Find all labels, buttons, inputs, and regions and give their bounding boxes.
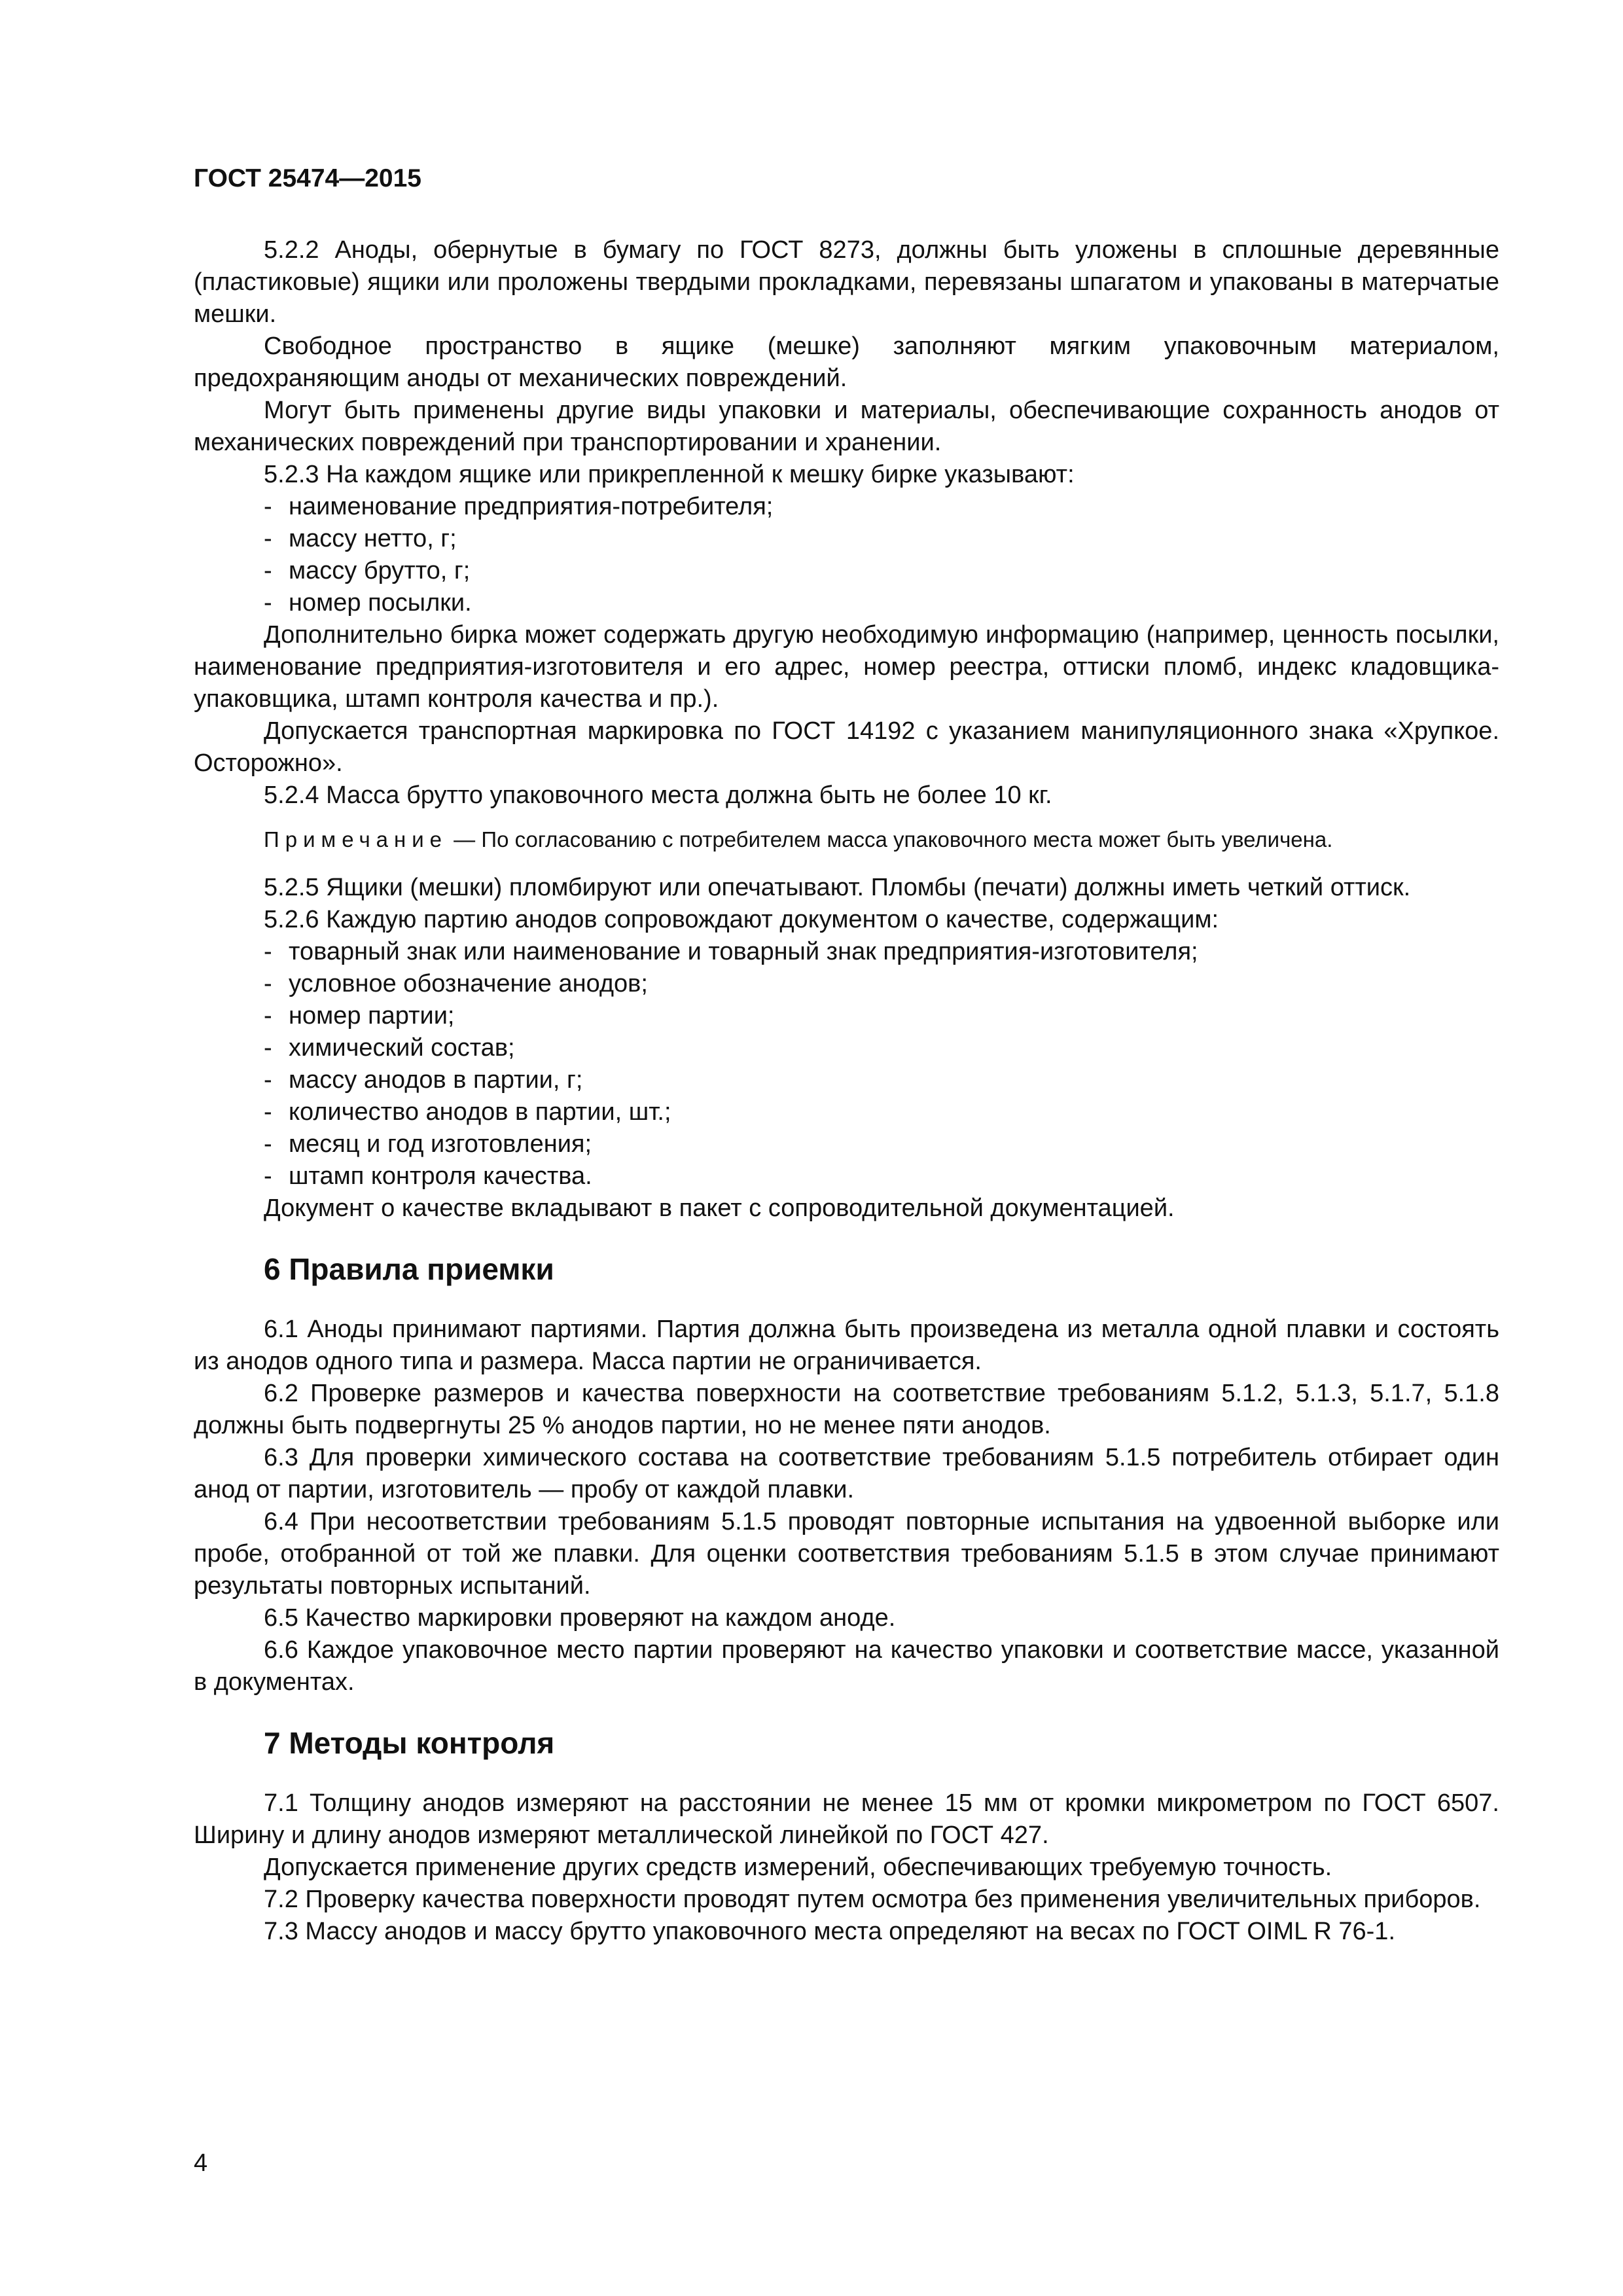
- list-item: - массу брутто, г;: [194, 555, 1499, 587]
- list-dash: -: [264, 1162, 272, 1190]
- clause-5-2-3: 5.2.3 На каждом ящике или прикрепленной к мешку бирке указывают:: [264, 461, 1075, 488]
- note-label: Примечание: [264, 827, 448, 852]
- clause-5-2-2-paragraph-3: Могут быть применены другие виды упаковки и материалы, обеспечивающие сохранность анодов от механических повреждений при транспортировании и хранении.: [194, 397, 1499, 456]
- clause-7-1: 7.1 Толщину анодов измеряют на расстоянии не менее 15 мм от кромки микрометром по ГОСТ 6507. Ширину и длину анодов измеряют металлической линейкой по ГОСТ 427.: [194, 1789, 1499, 1849]
- list-dash: -: [264, 1034, 272, 1062]
- document-id-header: ГОСТ 25474—2015: [194, 164, 421, 192]
- clause-5-2-4: 5.2.4 Масса брутто упаковочного места должна быть не более 10 кг.: [264, 781, 1052, 809]
- list-dash: -: [264, 589, 272, 617]
- document-page: [194, 164, 1499, 2127]
- list-item: - массу анодов в партии, г;: [194, 1064, 1499, 1096]
- list-item: - номер посылки.: [194, 587, 1499, 619]
- clause-6-2: 6.2 Проверке размеров и качества поверхности на соответствие требованиям 5.1.2, 5.1.3, 5.1.7, 5.1.8 должны быть подвергнуты 25 % анодов партии, но не менее пяти анодов.: [194, 1380, 1499, 1439]
- clause-7-2: 7.2 Проверку качества поверхности проводят путем осмотра без применения увеличительных приборов.: [264, 1886, 1481, 1913]
- list-dash: -: [264, 938, 272, 965]
- list-item: - массу нетто, г;: [194, 523, 1499, 555]
- list-item: - химический состав;: [194, 1032, 1499, 1064]
- list-item: - штамп контроля качества.: [194, 1160, 1499, 1193]
- list-dash: -: [264, 525, 272, 552]
- list-dash: -: [264, 1098, 272, 1126]
- clause-7-3: 7.3 Массу анодов и массу брутто упаковочного места определяют на весах по ГОСТ OIML R 76-1.: [264, 1918, 1395, 1945]
- list-dash: -: [264, 557, 272, 584]
- clause-5-2-5: 5.2.5 Ящики (мешки) пломбируют или опечатывают. Пломбы (печати) должны иметь четкий оттиск.: [264, 874, 1411, 901]
- clause-5-2-6: 5.2.6 Каждую партию анодов сопровождают документом о качестве, содержащим:: [264, 906, 1219, 933]
- clause-5-2-3-paragraph-2: Дополнительно бирка может содержать другую необходимую информацию (например, ценность посылки, наименование предприятия-изготовителя и его адрес, номер реестра, оттиски пломб, индекс кладовщика-упаковщика, штамп контроля качества и пр.).: [194, 621, 1499, 713]
- section-7-title: 7 Методы контроля: [264, 1726, 555, 1760]
- clause-7-1-paragraph-2: Допускается применение других средств измерений, обеспечивающих требуемую точность.: [264, 1854, 1332, 1881]
- list-item: - количество анодов в партии, шт.;: [194, 1096, 1499, 1128]
- list-dash: -: [264, 970, 272, 997]
- page-number: 4: [194, 2149, 208, 2177]
- list-dash: -: [264, 1002, 272, 1030]
- list-item: - товарный знак или наименование и товарный знак предприятия-изготовителя;: [194, 936, 1499, 968]
- clause-6-1: 6.1 Аноды принимают партиями. Партия должна быть произведена из металла одной плавки и состоять из анодов одного типа и размера. Масса партии не ограничивается.: [194, 1316, 1499, 1375]
- list-item: - месяц и год изготовления;: [194, 1128, 1499, 1160]
- list-dash: -: [264, 493, 272, 520]
- clause-5-2-6-paragraph-2: Документ о качестве вкладывают в пакет с сопроводительной документацией.: [264, 1194, 1175, 1222]
- clause-6-6: 6.6 Каждое упаковочное место партии проверяют на качество упаковки и соответствие массе, указанной в документах.: [194, 1636, 1499, 1696]
- clause-6-5: 6.5 Качество маркировки проверяют на каждом аноде.: [264, 1604, 896, 1632]
- clause-5-2-2: 5.2.2 Аноды, обернутые в бумагу по ГОСТ 8273, должны быть уложены в сплошные деревянные (пластиковые) ящики или проложены твердыми прокладками, перевязаны шпагатом и упакованы в матерчатые мешки.: [194, 236, 1499, 328]
- note-text: — По согласованию с потребителем масса упаковочного места может быть увеличена.: [448, 827, 1333, 852]
- clause-6-4: 6.4 При несоответствии требованиям 5.1.5 проводят повторные испытания на удвоенной выборке или пробе, отобранной от той же плавки. Для оценки соответствия требованиям 5.1.5 в этом случае принимают результаты повторных испытаний.: [194, 1508, 1499, 1600]
- section-6-title: 6 Правила приемки: [264, 1252, 554, 1286]
- clause-5-2-3-paragraph-3: Допускается транспортная маркировка по ГОСТ 14192 с указанием манипуляционного знака «Хрупкое. Осторожно».: [194, 717, 1499, 777]
- list-item: - номер партии;: [194, 1000, 1499, 1032]
- clause-5-2-2-paragraph-2: Свободное пространство в ящике (мешке) заполняют мягким упаковочным материалом, предохраняющим аноды от механических повреждений.: [194, 332, 1499, 392]
- clause-5-2-3-list: [194, 491, 1499, 619]
- list-item: - наименование предприятия-потребителя;: [194, 491, 1499, 523]
- list-item: - условное обозначение анодов;: [194, 968, 1499, 1000]
- list-dash: -: [264, 1066, 272, 1094]
- list-dash: -: [264, 1130, 272, 1158]
- clause-5-2-6-list: [194, 936, 1499, 1193]
- clause-6-3: 6.3 Для проверки химического состава на соответствие требованиям 5.1.5 потребитель отбирает один анод от партии, изготовитель — пробу от каждой плавки.: [194, 1444, 1499, 1503]
- note: [194, 825, 1499, 855]
